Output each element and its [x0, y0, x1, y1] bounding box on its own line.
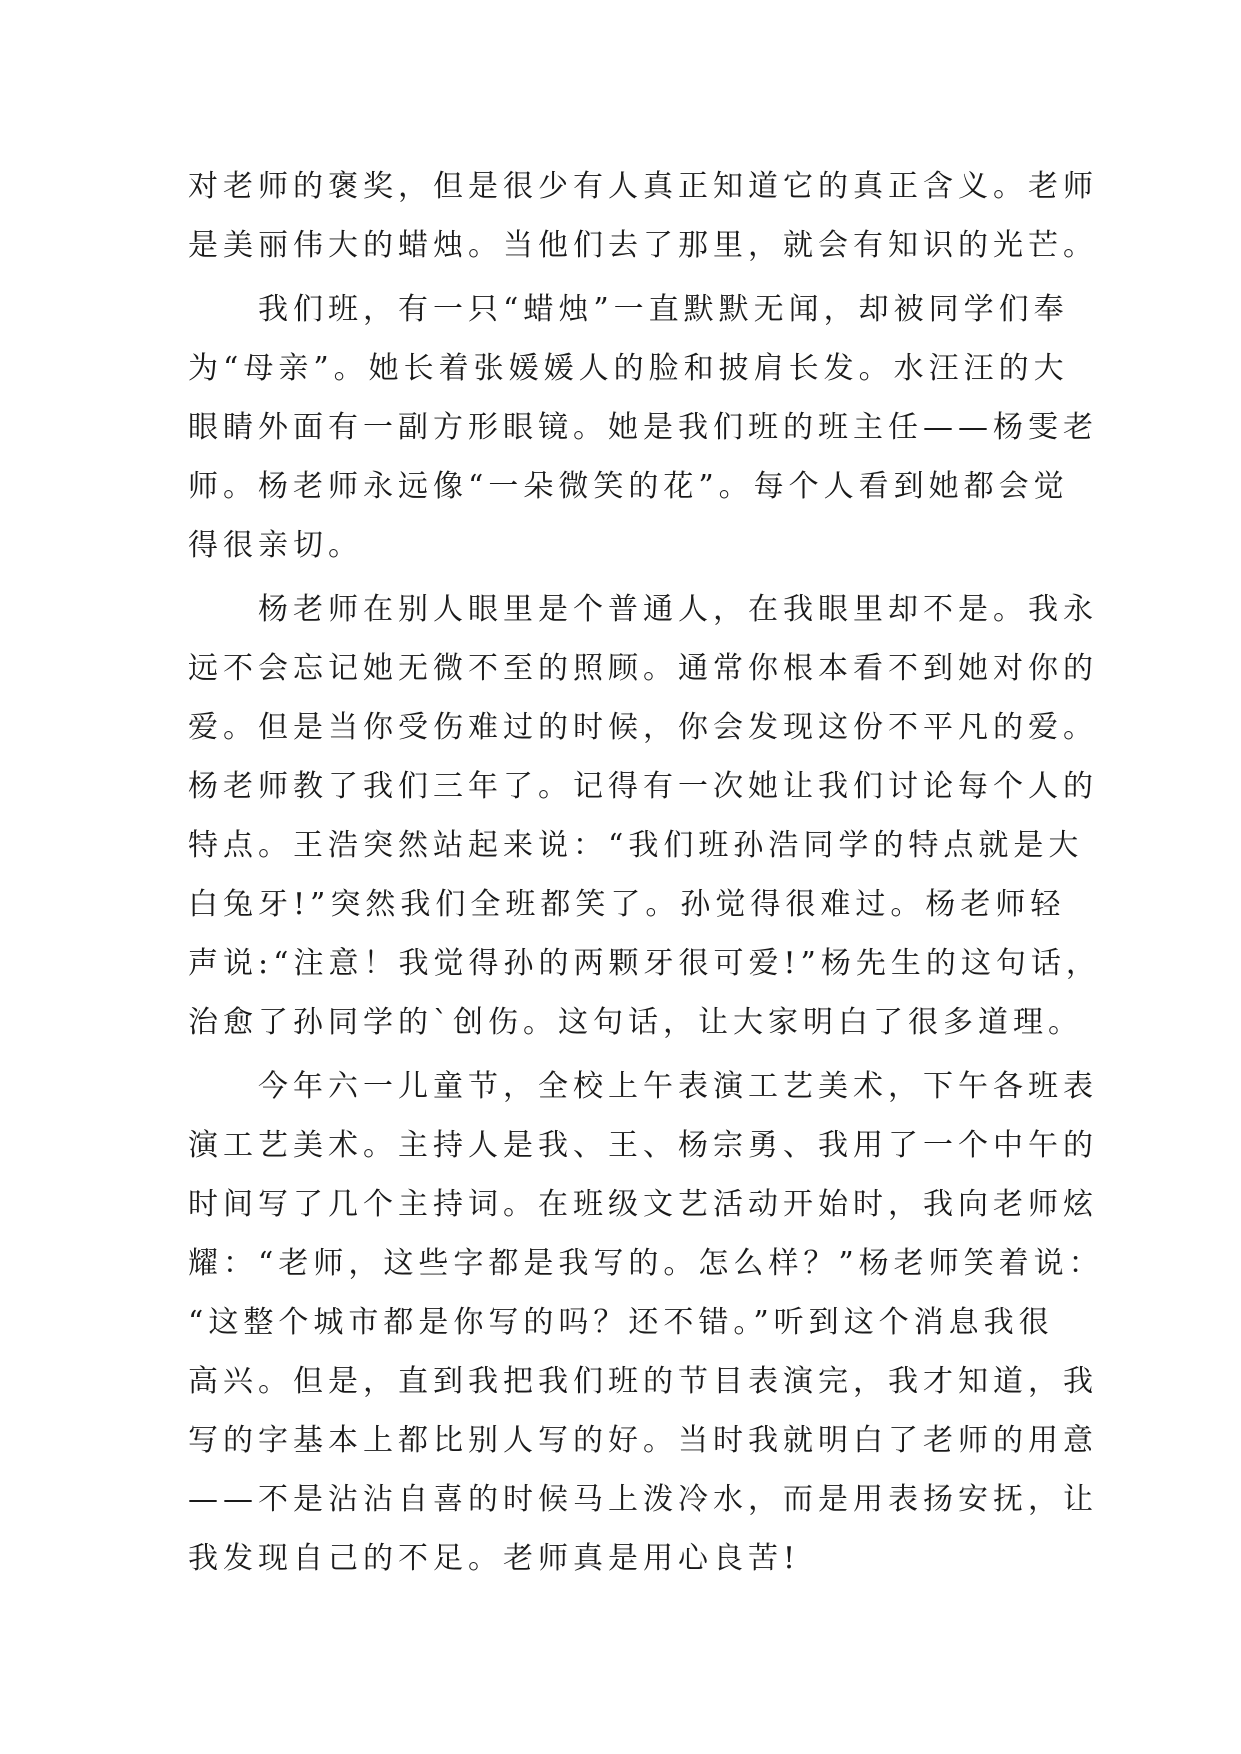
text-line: 眼睛外面有一副方形眼镜。她是我们班的班主任——杨雯老	[188, 410, 1098, 445]
text-line: 高兴。但是，直到我把我们班的节目表演完，我才知道，我	[188, 1364, 1098, 1399]
text-line: 声说:“注意！我觉得孙的两颗牙很可爱!”杨先生的这句话，	[188, 946, 1101, 981]
paragraph-start-line: 杨老师在别人眼里是个普通人，在我眼里却不是。我永	[188, 592, 1098, 627]
paragraph-start-line: 我们班，有一只“蜡烛”一直默默无闻，却被同学们奉	[188, 292, 1069, 327]
text-line: 对老师的褒奖，但是很少有人真正知道它的真正含义。老师	[188, 169, 1098, 204]
text-line: 写的字基本上都比别人写的好。当时我就明白了老师的用意	[188, 1423, 1098, 1458]
text-line: ——不是沾沾自喜的时候马上泼冷水，而是用表扬安抚，让	[188, 1482, 1098, 1517]
text-line: 爱。但是当你受伤难过的时候，你会发现这份不平凡的爱。	[188, 710, 1098, 745]
text-line: 远不会忘记她无微不至的照顾。通常你根本看不到她对你的	[188, 651, 1098, 686]
text-line: 杨老师教了我们三年了。记得有一次她让我们讨论每个人的	[188, 769, 1098, 804]
text-line: 特点。王浩突然站起来说：“我们班孙浩同学的特点就是大	[188, 828, 1084, 863]
text-line: 是美丽伟大的蜡烛。当他们去了那里，就会有知识的光芒。	[188, 228, 1098, 263]
text-line: 治愈了孙同学的`创伤。这句话，让大家明白了很多道理。	[188, 1005, 1083, 1040]
text-line: 时间写了几个主持词。在班级文艺活动开始时，我向老师炫	[188, 1187, 1098, 1222]
text-line: 我发现自己的不足。老师真是用心良苦!	[188, 1541, 801, 1576]
text-line: 得很亲切。	[188, 528, 363, 563]
text-line: 白兔牙!”突然我们全班都笑了。孙觉得很难过。杨老师轻	[188, 887, 1066, 922]
text-line: 演工艺美术。主持人是我、王、杨宗勇、我用了一个中午的	[188, 1128, 1098, 1163]
body-text	[188, 157, 1104, 1588]
text-line: 为“母亲”。她长着张媛媛人的脸和披肩长发。水汪汪的大	[188, 351, 1069, 386]
text-line: 师。杨老师永远像“一朵微笑的花”。每个人看到她都会觉	[188, 469, 1069, 504]
text-line: “这整个城市都是你写的吗？还不错。”听到这个消息我很	[188, 1305, 1054, 1340]
paragraph-start-line: 今年六一儿童节，全校上午表演工艺美术，下午各班表	[188, 1069, 1098, 1104]
text-line: 耀：“老师，这些字都是我写的。怎么样？”杨老师笑着说：	[188, 1246, 1104, 1281]
